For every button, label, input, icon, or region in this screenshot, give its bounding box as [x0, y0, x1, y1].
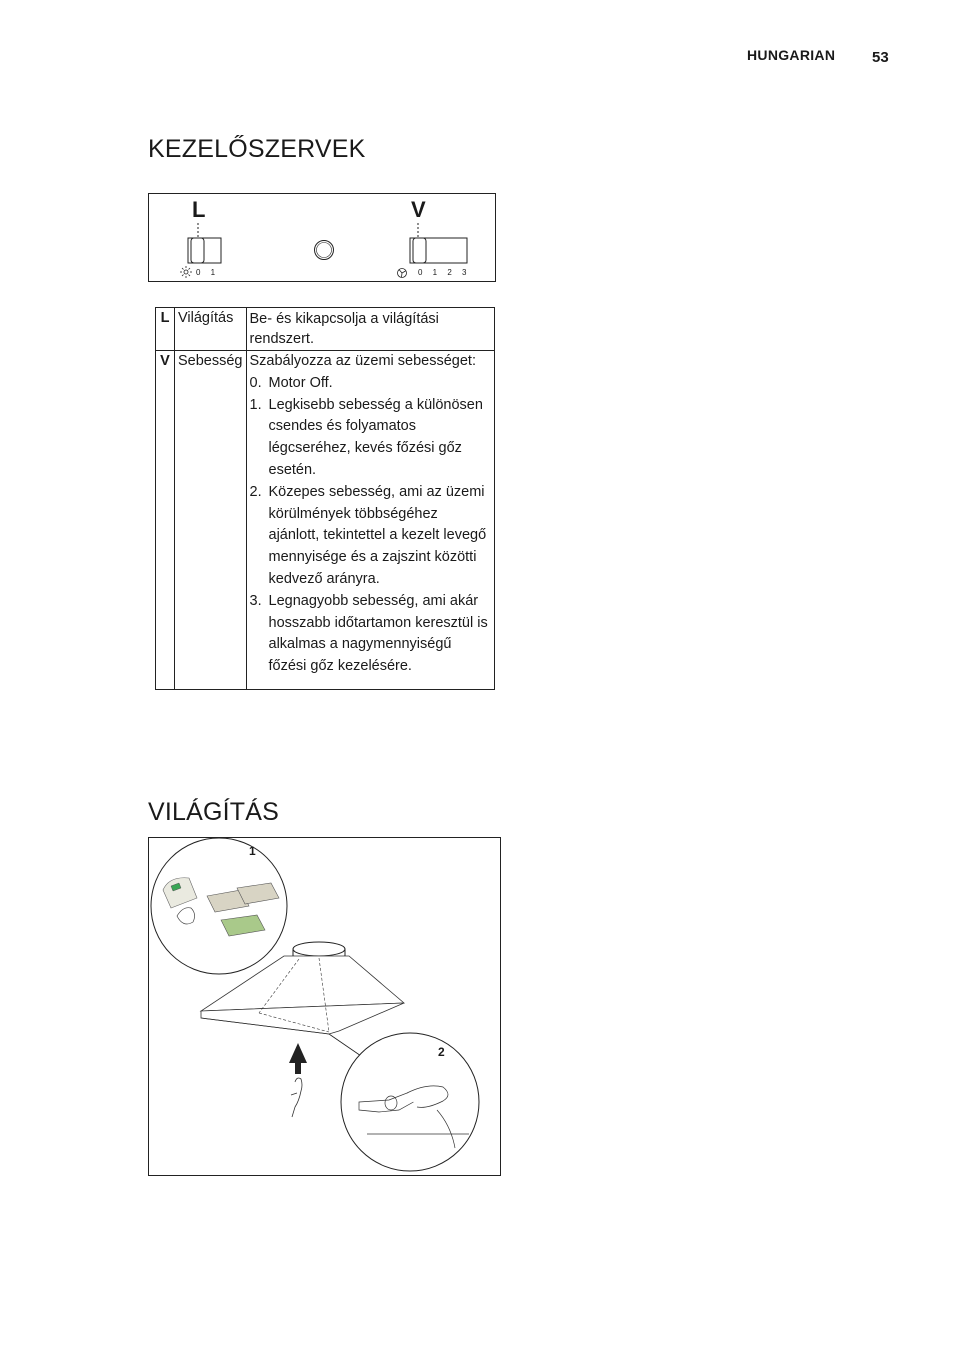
list-item-text: Legkisebb sebesség a különösen csendes és folyamatos légcseréhez, kevés főzési gőz esetén.	[268, 396, 483, 478]
list-item	[250, 482, 492, 591]
fan-icon	[398, 269, 407, 278]
table-row	[156, 351, 495, 690]
list-item-number: 0.	[249, 374, 262, 391]
light-switch-scale: 0 1	[196, 268, 220, 277]
row-key: V	[156, 351, 175, 690]
controls-table	[155, 307, 495, 690]
section-title-lighting: VILÁGÍTÁS	[148, 798, 280, 826]
section-title-controls: KEZELŐSZERVEK	[148, 135, 366, 163]
list-item-number: 2.	[249, 483, 262, 500]
switch-letter-v: V	[411, 197, 426, 222]
hood-drawing	[149, 838, 502, 1177]
list-item-number: 3.	[249, 592, 262, 609]
table-row	[156, 308, 495, 351]
row-name: Világítás	[175, 308, 247, 351]
list-item-text: Legnagyobb sebesség, ami akár hosszabb időtartamon keresztül is alkalmas a nagymennyiségű főzési gőz kezelésére.	[268, 592, 488, 675]
list-item	[250, 395, 492, 482]
row-key: L	[156, 308, 175, 351]
row-description: Szabályozza az üzemi sebességet:	[249, 353, 476, 369]
list-item	[250, 591, 492, 678]
list-item	[250, 373, 492, 395]
row-description-cell	[246, 351, 495, 690]
list-item-text: Motor Off.	[268, 374, 333, 391]
row-name: Sebesség	[175, 351, 247, 690]
speed-switch-scale: 0 1 2 3	[418, 268, 471, 277]
page-number: 53	[872, 49, 889, 66]
switch-letter-l: L	[192, 197, 206, 222]
control-panel-diagram	[148, 193, 496, 282]
callout-2: 2	[438, 1045, 445, 1059]
row-description: Be- és kikapcsolja a világítási rendszert.	[246, 308, 495, 351]
header-language: HUNGARIAN	[747, 47, 836, 63]
lighting-illustration	[148, 837, 501, 1176]
callout-1: 1	[249, 844, 256, 858]
light-icon	[180, 266, 192, 278]
speed-list	[250, 373, 492, 678]
list-item-number: 1.	[249, 396, 262, 413]
list-item-text: Közepes sebesség, ami az üzemi körülmények többségéhez ajánlott, tekintettel a kezelt levegő mennyisége és a zajszint közötti kedvező arányra.	[268, 483, 487, 587]
